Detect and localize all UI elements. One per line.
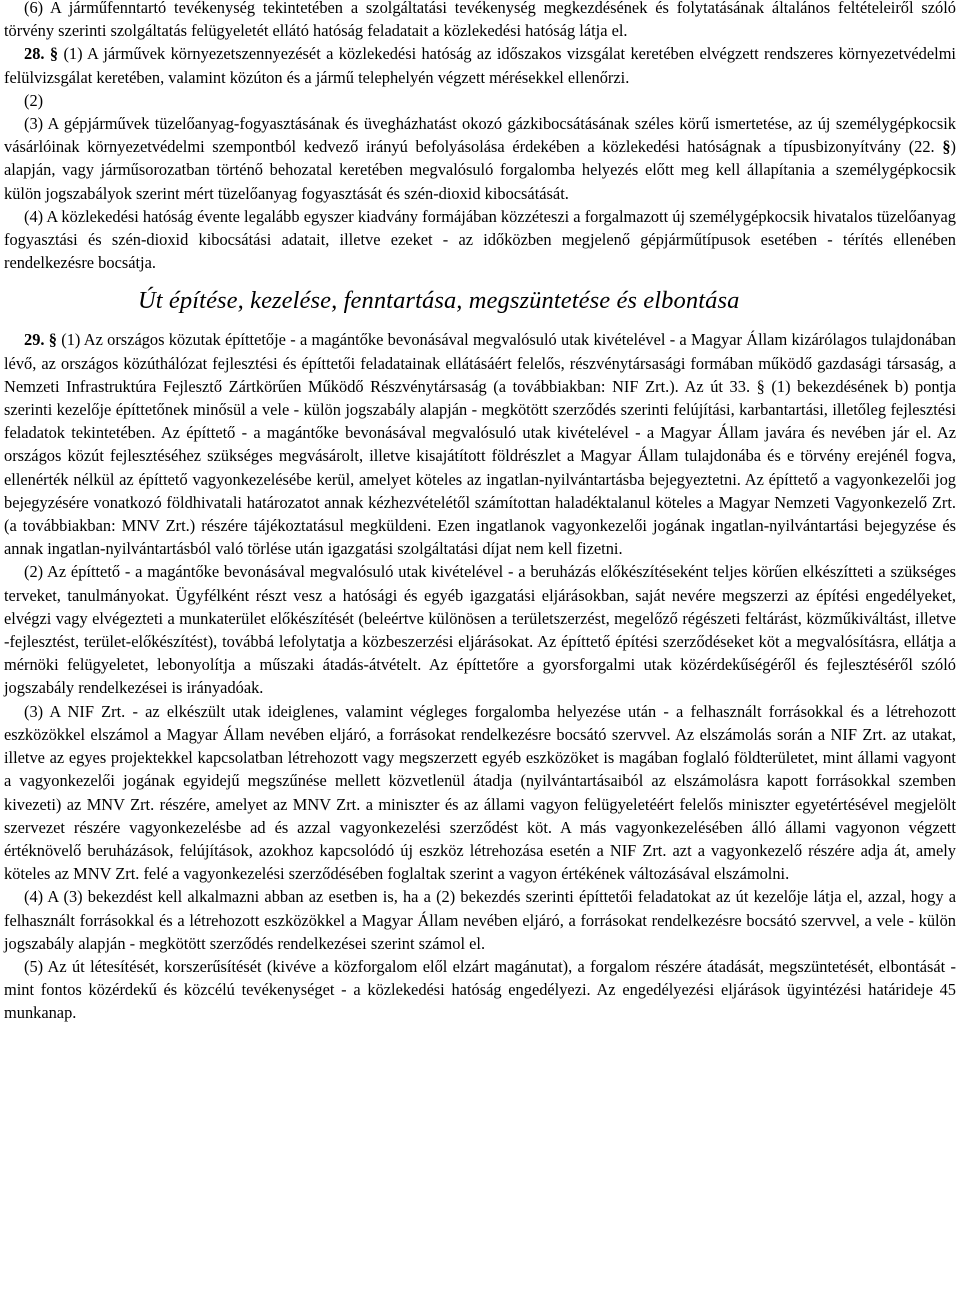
paragraph-6-continued <box>4 0 956 42</box>
paragraph-text: (2) <box>24 90 44 110</box>
paragraph-text: (1) A járművek környezetszennyezését a közlekedési hatóság az időszakos vizsgálat keretében elvégzett rendszeres környezetvédelmi felülvizsgálat keretében, valamint közúton és a jármű telephelyén végzett mérésekkel ellenőrzi. <box>4 44 956 87</box>
section-number: 28. <box>24 44 45 64</box>
paragraph-text: (4) A (3) bekezdést kell alkalmazni abban az esetben is, ha a (2) bekezdés szerinti építtetői feladatokat az út kezelője látja el, azzal, hogy a felhasznált forrásokkal és a létrehozott eszközökkel a Magyar Állam nevében eljáró, a forrásokat rendelkezésre bocsátó szervvel, a vele - külön jogszabály alapján - megkötött szerződés rendelkezései szerint számol el. <box>4 887 956 953</box>
paragraph-text: (3) A NIF Zrt. - az elkészült utak ideiglenes, valamint végleges forgalomba helyezése után - a felhasznált forrásokkal és a létrehozott eszközökkel elszámol a Magyar Állam nevében eljáró, a forrásokat rendelkezésre bocsátó szervvel. Az elszámolás során a NIF Zrt. az utakat, illetve az egyes projektekkel kapcsolatban létrehozott vagy megszerzett egyéb eszközöket is magában foglaló földterületet, mint állami vagyont a vagyonkezelői jogának egyidejű megszűnése mellett közvetlenül átadja (nyilvántartásaiból az elszámolásra kapott forrásokkal szemben kivezeti) az MNV Zrt. részére, amelyet az MNV Zrt. a miniszter és az állami vagyon felügyeletéért felelős miniszter egyetértésével megjelölt szervezet részére vagyonkezelésbe ad és azzal vagyonkezelési szerződést köt. A más vagyonkezelésében álló állami vagyonon végzett értéknövelő beruházások, felújítások, azokhoz kapcsolódó új eszköz létrehozása esetén a NIF Zrt. azt a vagyonkezelő részére adja át, amely köteles az MNV Zrt. felé a vagyonkezelési szerződésében foglaltak szerint a vagyon értékének változásával elszámolni. <box>4 701 956 884</box>
paragraph-text: (6) A járműfenntartó tevékenység tekintetében a szolgáltatási tevékenység megkezdésének és folytatásának általános feltételeiről szóló törvény szerinti szolgáltatás felügyeletét ellátó hatóság feladatait a közlekedési hatóság látja el. <box>4 0 956 41</box>
section-29-paragraph-4 <box>4 885 956 955</box>
paragraph-text: (4) A közlekedési hatóság évente legalább egyszer kiadvány formájában közzéteszi a forgalmazott új személygépkocsik hivatalos tüzelőanyag fogyasztási és szén-dioxid kibocsátási adatait, illetve ezeket - az időközben megjelenő gépjárműtípusok esetében - térítés ellenében rendelkezésre bocsátja. <box>4 206 956 273</box>
section-number: 29. <box>24 330 45 350</box>
paragraph-text: (3) A gépjárművek tüzelőanyag-fogyasztásának és üvegházhatást okozó gázkibocsátásának széles körű ismertetése, az új személygépkocsik vásárlóinak környezetvédelmi szempontból kedvező irányú befolyásolása érdekében a közlekedési hatóságnak a típusbizonyítvány (22. <box>4 114 956 157</box>
paragraph-text: ) alapján, vagy járműsorozatban történő behozatal keretében megvalósuló forgalomba helyezés előtt meg kell állapítania a személygépkocsik külön jogszabályok szerint mért tüzelőanyag fogyasztását és szén-dioxid kibocsátását. <box>4 137 956 203</box>
section-sign-link[interactable]: § <box>48 330 57 350</box>
section-28-paragraph-3 <box>4 112 956 205</box>
paragraph-text: (5) Az út létesítését, korszerűsítését (kivéve a közforgalom elől elzárt magánutat), a forgalom részére átadását, megszüntetését, elbontását - mint fontos közérdekű és közcélú tevékenységet - a közlekedési hatóság engedélyezi. Az engedélyezési eljárások ügyintézési határideje 45 munkanap. <box>4 956 956 1023</box>
section-sign-link[interactable]: § <box>49 44 59 64</box>
section-sign-link[interactable]: § <box>942 137 951 157</box>
section-29-paragraph-5 <box>4 955 956 1025</box>
section-29-paragraph-3 <box>4 700 956 886</box>
section-29-paragraph-2 <box>4 560 956 699</box>
paragraph-text: (1) Az országos közutak építtetője - a magántőke bevonásával megvalósuló utak kivételével - a Magyar Állam kizárólagos tulajdonában lévő, az országos közúthálózat fejlesztési és építtetői feladatainak ellátásáért felelős, részvénytársasági formában működő gazdasági társaság, a Nemzeti Infrastruktúra Fejlesztő Zártkörűen Működő Részvénytársaság (a továbbiakban: NIF Zrt.). Az út 33. § (1) bekezdésének b) pontja szerinti kezelője építtetőnek minősül a vele - külön jogszabály alapján - megkötött szerződés szerinti felújítási, karbantartási, illetőleg fejlesztési feladatok tekintetében. Az építtető - a magántőke bevonásával megvalósuló utak kivételével - a Magyar Állam javára és nevében jár el. Az országos közút fejlesztéséhez szükséges megvásárolt, illetve kisajátított földrészlet a Magyar Állam tulajdonába és e törvény erejénél fogva, ellenérték nélkül az építtető vagyonkezelésébe kerül, amelyet köteles az ingatlan-nyilvántartásba bejegyeztetni. Az építtető a vagyonkezelői jog bejegyzésére vonatkozó földhivatali határozatot annak kézhezvételétől számítottan haladéktalanul köteles a Magyar Nemzeti Vagyonkezelő Zrt. (a továbbiakban: MNV Zrt.) részére tájékoztatásul megküldeni. Ezen ingatlanok vagyonkezelői jogának ingatlan-nyilvántartási bejegyzése és annak ingatlan-nyilvántartásból való törlése után igazgatási szolgáltatási díjat nem kell fizetni. <box>4 330 956 559</box>
section-28-paragraph-2 <box>4 89 956 112</box>
paragraph-text: (2) Az építtető - a magántőke bevonásával megvalósuló utak kivételével - a beruházás előkészítéseként teljes körűen elkészítteti a szükséges terveket, tanulmányokat. Ügyfélként részt vesz a hatósági és egyéb igazgatási eljárásokban, saját nevére megszerzi az építési engedélyeket, elvégzi vagy elvégezteti a munkaterület előkészítését (beleértve különösen a területszerzést, megelőző régészeti feltárást, közműkiváltást, illetve -fejlesztést, terület-előkészítést), továbbá lefolytatja a közbeszerzési eljárásokat. Az építtető építési szerződéseket köt a megvalósításra, ellátja a mérnöki felügyeletet, lebonyolítja a műszaki átadás-átvételt. Az építtetőre a gyorsforgalmi utak közérdekűségéről és fejlesztéséről szóló jogszabály rendelkezései is irányadóak. <box>4 562 956 698</box>
section-28-paragraph-4 <box>4 205 956 275</box>
section-28-paragraph-1 <box>4 42 956 88</box>
section-29-paragraph-1 <box>4 328 956 560</box>
chapter-heading: Út építése, kezelése, fenntartása, megszüntetése és elbontása <box>138 287 740 315</box>
